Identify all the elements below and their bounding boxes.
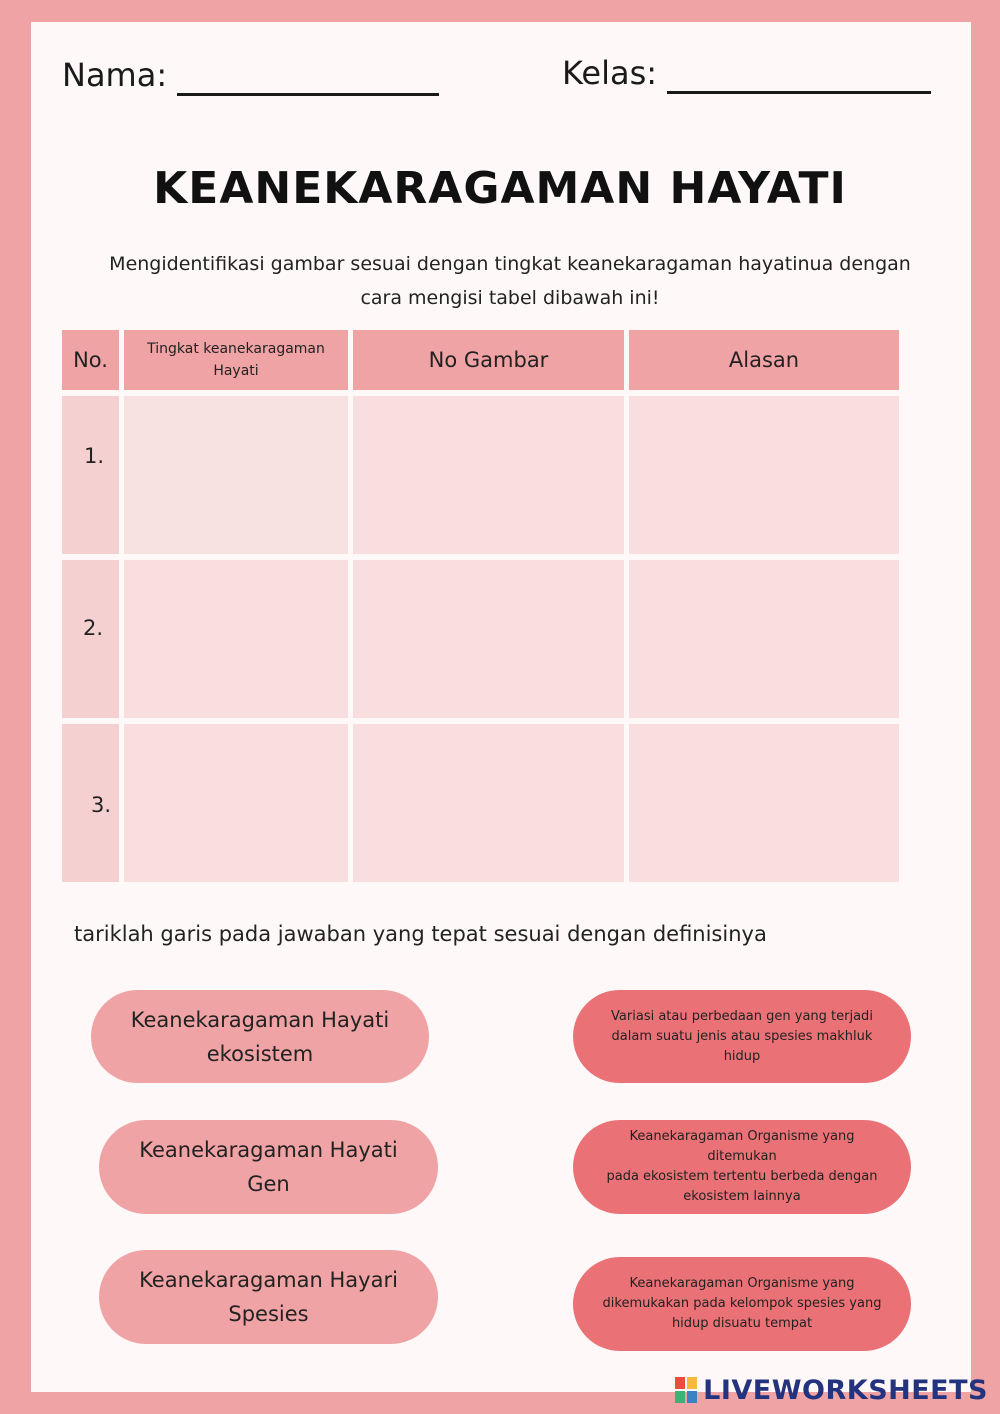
match-left-1-line-1: Keanekaragaman Hayati [130,1007,390,1032]
header-no-label: No. [73,348,108,372]
name-label: Nama: [62,56,168,94]
match-right-3-line-2: dikemukakan pada kelompok spesies yang [602,1296,882,1311]
match-left-ecosystem[interactable] [91,990,429,1083]
instruction-text [80,247,940,315]
match-right-3-line-3: hidup disuatu tempat [671,1316,813,1331]
match-left-ecosystem-label [131,1003,389,1071]
match-right-2-text [593,1127,891,1207]
table-header-image-no [353,330,624,390]
header-reason-label: Alasan [728,348,800,372]
class-input-line[interactable] [667,91,931,94]
match-right-1-text [611,1007,873,1067]
match-left-1-line-2: ekosistem [206,1041,314,1066]
match-left-3-line-1: Keanekaragaman Hayari [139,1268,398,1292]
match-left-species[interactable] [99,1250,438,1344]
header-level-line-2: Hayati [213,363,259,379]
row-number-3: 3. [91,793,112,817]
header-level-label [147,338,325,382]
match-left-3-line-2: Spesies [228,1302,309,1326]
match-right-1-line-1: Variasi atau perbedaan gen yang terjadi [611,1008,873,1024]
match-right-1-line-3: hidup [723,1048,761,1064]
row-number-2: 2. [83,616,104,640]
class-label: Kelas: [562,54,658,92]
match-right-definition-1[interactable] [573,990,911,1083]
liveworksheets-logo-icon [675,1377,697,1403]
table-row-3-image-cell[interactable] [353,724,624,882]
match-right-2-line-2: pada ekosistem tertentu berbeda dengan [606,1169,878,1184]
table-row-1-number-cell [62,396,119,554]
match-right-definition-3[interactable] [573,1257,911,1351]
worksheet-title: KEANEKARAGAMAN HAYATI [153,163,847,214]
match-right-2-line-1: Keanekaragaman Organisme yang ditemukan [629,1129,855,1164]
match-right-2-line-3: ekosistem lainnya [683,1189,801,1204]
match-left-gene[interactable] [99,1120,438,1214]
header-level-line-1: Tingkat keanekaragaman [147,341,325,357]
table-row-2-image-cell[interactable] [353,560,624,718]
row-number-1: 1. [84,444,105,468]
table-row-3-level-cell[interactable] [124,724,348,882]
header-image-no-label: No Gambar [428,348,549,372]
liveworksheets-brand[interactable] [675,1372,988,1408]
match-left-2-line-2: Gen [247,1172,290,1196]
brand-name: LIVEWORKSHEETS [703,1374,988,1406]
table-row-2-level-cell[interactable] [124,560,348,718]
table-row-1-image-cell[interactable] [353,396,624,554]
matching-instruction: tariklah garis pada jawaban yang tepat sesuai dengan definisinya [74,922,767,946]
table-row-1-reason-cell[interactable] [629,396,899,554]
table-row-2-reason-cell[interactable] [629,560,899,718]
match-right-definition-2[interactable] [573,1120,911,1214]
table-header-reason [629,330,899,390]
match-right-3-line-1: Keanekaragaman Organisme yang [629,1276,855,1291]
match-left-gene-label [139,1133,397,1201]
instruction-line-2: cara mengisi tabel dibawah ini! [360,287,660,309]
match-right-3-text [603,1274,882,1334]
match-right-1-line-2: dalam suatu jenis atau spesies makhluk [611,1028,873,1044]
name-input-line[interactable] [177,93,439,96]
match-left-2-line-1: Keanekaragaman Hayati [139,1138,398,1162]
table-header-level [124,330,348,390]
instruction-line-1: Mengidentifikasi gambar sesuai dengan tingkat keanekaragaman hayatinua dengan [109,253,911,275]
table-row-3-reason-cell[interactable] [629,724,899,882]
table-row-1-level-cell[interactable] [124,396,348,554]
table-header-no [62,330,119,390]
match-left-species-label [139,1263,398,1331]
